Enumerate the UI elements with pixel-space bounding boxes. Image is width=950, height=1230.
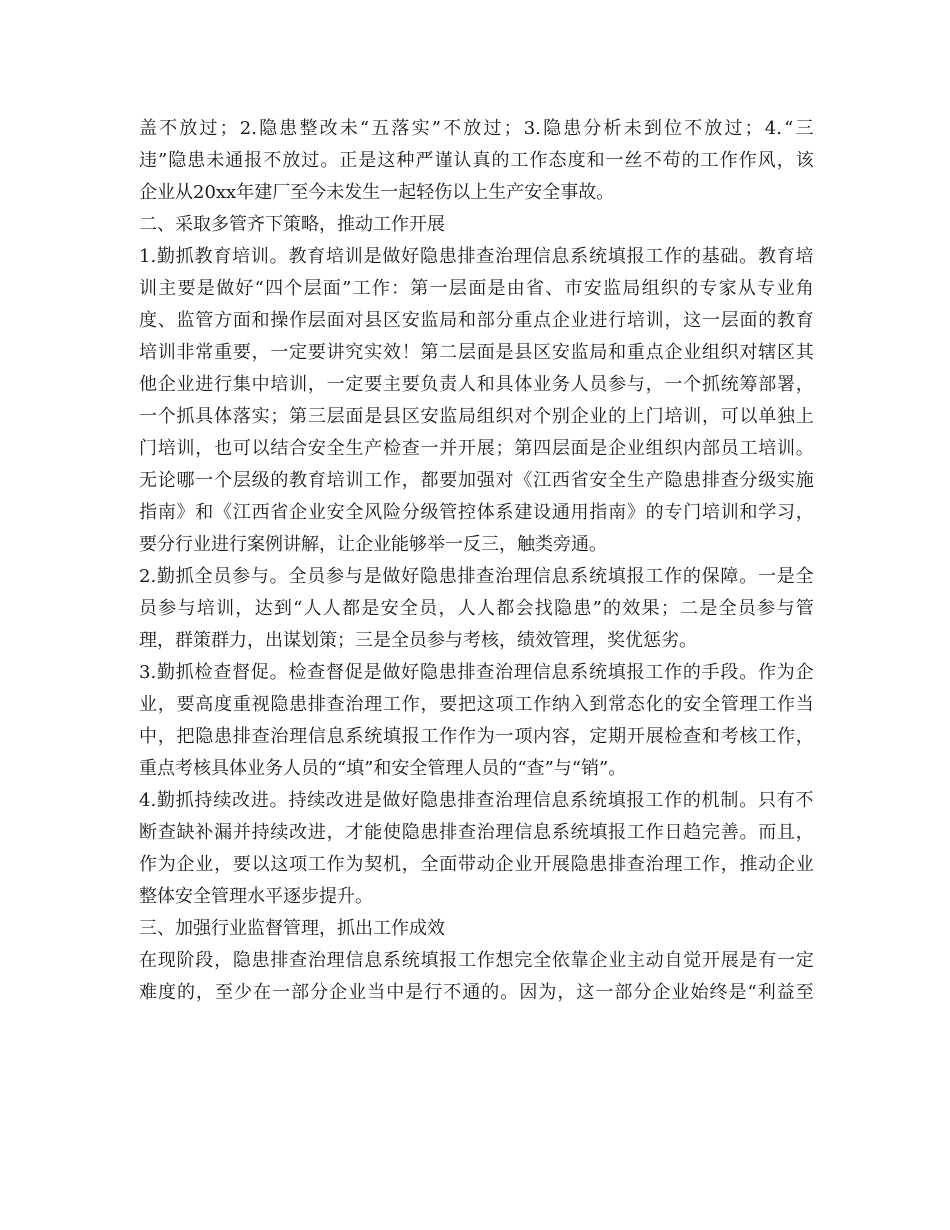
- text-line: 门 培 训 ， 也 可 以 结 合 安 全 生 产 检 查 一 并 开 展 ； 第 四 层 面 是 企 业 组 织 内 部 员 工 培 训 。: [139, 438, 814, 459]
- text-line: 4. 勤 抓 持 续 改 进 。 持 续 改 进 是 做 好 隐 患 排 查 治 理 信 息 系 统 填 报 工 作 的 机 制 。 只 有 不: [139, 790, 814, 811]
- text-line: 违 ” 隐 患 未 通 报 不 放 过 。 正 是 这 种 严 谨 认 真 的 工 作 态 度 和 一 丝 不 苟 的 工 作 作 风 ， 该: [139, 150, 814, 171]
- text-line: 企业从20xx年建厂至今未发生一起轻伤以上生产安全事故。: [139, 182, 615, 203]
- text-line: 三、加强行业监督管理，抓出工作成效: [139, 918, 445, 939]
- text-line: 业 ， 要 高 度 重 视 隐 患 排 查 治 理 工 作 ， 要 把 这 项 工 作 纳 入 到 常 态 化 的 安 全 管 理 工 作 当: [139, 694, 814, 715]
- text-line: 难 度 的 ， 至 少 在 一 部 分 企 业 当 中 是 行 不 通 的 。 因 为 ， 这 一 部 分 企 业 始 终 是 “ 利 益 至: [139, 982, 814, 1003]
- text-line: 重点考核具体业务人员的“填”和安全管理人员的“查”与“销”。: [139, 758, 627, 779]
- text-line: 盖 不 放 过 ； 2. 隐 患 整 改 未 “ 五 落 实 ” 不 放 过 ； 3. 隐 患 分 析 未 到 位 不 放 过 ； 4. “ 三: [139, 118, 814, 139]
- text-line: 中 ， 把 隐 患 排 查 治 理 信 息 系 统 填 报 工 作 作 为 一 项 内 容 ， 定 期 开 展 检 查 和 考 核 工 作 ，: [139, 726, 814, 747]
- document-body: [139, 113, 814, 1009]
- text-line: 作 为 企 业 ， 要 以 这 项 工 作 为 契 机 ， 全 面 带 动 企 业 开 展 隐 患 排 查 治 理 工 作 ， 推 动 企 业: [139, 854, 814, 875]
- text-line: 2. 勤 抓 全 员 参 与 。 全 员 参 与 是 做 好 隐 患 排 查 治 理 信 息 系 统 填 报 工 作 的 保 障 。 一 是 全: [139, 566, 814, 587]
- text-line: 1. 勤 抓 教 育 培 训 。 教 育 培 训 是 做 好 隐 患 排 查 治 理 信 息 系 统 填 报 工 作 的 基 础 。 教 育 培: [139, 246, 814, 267]
- text-line: 整体安全管理水平逐步提升。: [139, 886, 373, 907]
- text-line: 在 现 阶 段 ， 隐 患 排 查 治 理 信 息 系 统 填 报 工 作 想 完 全 依 靠 企 业 主 动 自 觉 开 展 是 有 一 定: [139, 950, 814, 971]
- text-line: 理，群策群力，出谋划策；三是全员参与考核，绩效管理，奖优惩劣。: [139, 630, 697, 651]
- text-line: 度 、 监 管 方 面 和 操 作 层 面 对 县 区 安 监 局 和 部 分 重 点 企 业 进 行 培 训 ， 这 一 层 面 的 教 育: [139, 310, 814, 331]
- text-line: 断 查 缺 补 漏 并 持 续 改 进 ， 才 能 使 隐 患 排 查 治 理 信 息 系 统 填 报 工 作 日 趋 完 善 。 而 且 ，: [139, 822, 814, 843]
- text-line: 指 南 》 和 《 江 西 省 企 业 安 全 风 险 分 级 管 控 体 系 建 设 通 用 指 南 》 的 专 门 培 训 和 学 习 ，: [139, 502, 814, 523]
- text-line: 无 论 哪 一 个 层 级 的 教 育 培 训 工 作 ， 都 要 加 强 对 《 江 西 省 安 全 生 产 隐 患 排 查 分 级 实 施: [139, 470, 814, 491]
- text-line: 3. 勤 抓 检 查 督 促 。 检 查 督 促 是 做 好 隐 患 排 查 治 理 信 息 系 统 填 报 工 作 的 手 段 。 作 为 企: [139, 662, 814, 683]
- text-line: 他 企 业 进 行 集 中 培 训 ， 一 定 要 主 要 负 责 人 和 具 体 业 务 人 员 参 与 ， 一 个 抓 统 筹 部 署 ，: [139, 374, 814, 395]
- text-line: 训 主 要 是 做 好 “ 四 个 层 面 ” 工 作 ： 第 一 层 面 是 由 省 、 市 安 监 局 组 织 的 专 家 从 专 业 角: [139, 278, 814, 299]
- text-line: 要分行业进行案例讲解，让企业能够举一反三，触类旁通。: [139, 534, 607, 555]
- text-line: 二、采取多管齐下策略，推动工作开展: [139, 214, 445, 235]
- text-line: 员 参 与 培 训 ， 达 到 “ 人 人 都 是 安 全 员 ， 人 人 都 会 找 隐 患 ” 的 效 果 ； 二 是 全 员 参 与 管: [139, 598, 814, 619]
- text-line: 培 训 非 常 重 要 ， 一 定 要 讲 究 实 效 ！ 第 二 层 面 是 县 区 安 监 局 和 重 点 企 业 组 织 对 辖 区 其: [139, 342, 814, 363]
- text-line: 一 个 抓 具 体 落 实 ； 第 三 层 面 是 县 区 安 监 局 组 织 对 个 别 企 业 的 上 门 培 训 ， 可 以 单 独 上: [139, 406, 814, 427]
